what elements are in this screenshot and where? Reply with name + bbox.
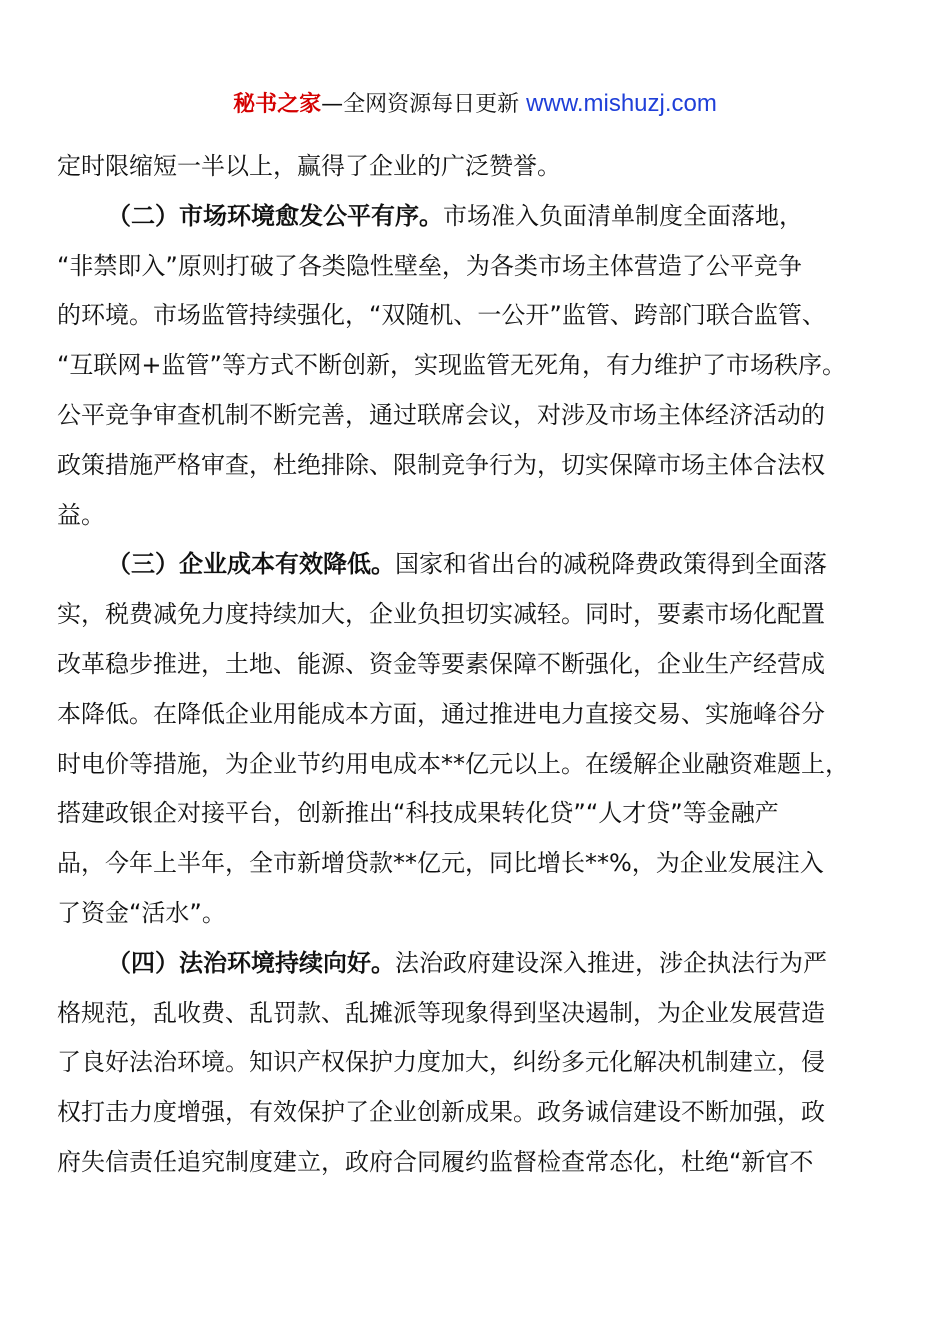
document-body: [57, 142, 902, 1188]
section-2-heading-line: （二）市场环境愈发公平有序。市场准入负面清单制度全面落地，: [107, 201, 803, 230]
text-line: 公平竞争审查机制不断完善，通过联席会议，对涉及市场主体经济活动的: [57, 400, 825, 429]
section-heading: （二）市场环境愈发公平有序。: [107, 201, 443, 230]
brand-name: 秘书之家: [233, 92, 322, 117]
header-tagline: —全网资源每日更新: [321, 92, 527, 117]
text-line: 了良好法治环境。知识产权保护力度加大，纠纷多元化解决机制建立，侵: [57, 1048, 825, 1077]
section-heading: （三）企业成本有效降低。: [107, 550, 395, 579]
text-line: 权打击力度增强，有效保护了企业创新成果。政务诚信建设不断加强，政: [57, 1098, 825, 1127]
text-line: 本降低。在降低企业用能成本方面，通过推进电力直接交易、实施峰谷分: [57, 699, 825, 728]
text-line: 品，今年上半年，全市新增贷款**亿元，同比增长**%，为企业发展注入: [57, 849, 824, 878]
section-4-heading-line: （四）法治环境持续向好。法治政府建设深入推进，涉企执法行为严: [107, 948, 827, 977]
text-line: 格规范，乱收费、乱罚款、乱摊派等现象得到坚决遏制，为企业发展营造: [57, 998, 825, 1027]
text-line: 府失信责任追究制度建立，政府合同履约监督检查常态化，杜绝“新官不: [57, 1147, 814, 1176]
text-line: 的环境。市场监管持续强化，“双随机、一公开”监管、跨部门联合监管、: [57, 301, 826, 330]
site-header: [0, 88, 950, 121]
text-line: 搭建政银企对接平台，创新推出“科技成果转化贷”“人才贷”等金融产: [57, 799, 779, 828]
text-line: 了资金“活水”。: [57, 898, 226, 927]
section-heading: （四）法治环境持续向好。: [107, 948, 395, 977]
section-3-heading-line: （三）企业成本有效降低。国家和省出台的减税降费政策得到全面落: [107, 550, 827, 579]
text-line: “非禁即入”原则打破了各类隐性壁垒，为各类市场主体营造了公平竞争: [57, 251, 802, 280]
text-line: 定时限缩短一半以上，赢得了企业的广泛赞誉。: [57, 152, 561, 180]
text-line: 改革稳步推进，土地、能源、资金等要素保障不断强化，企业生产经营成: [57, 649, 825, 678]
text-line: 益。: [57, 500, 105, 529]
text-line: 政策措施严格审查，杜绝排除、限制竞争行为，切实保障市场主体合法权: [57, 450, 825, 479]
text-line: 实，税费减免力度持续加大，企业负担切实减轻。同时，要素市场化配置: [57, 600, 825, 629]
text-line: “互联网+监管”等方式不断创新，实现监管无死角，有力维护了市场秩序。: [57, 351, 846, 380]
text-line: 时电价等措施，为企业节约用电成本**亿元以上。在缓解企业融资难题上，: [57, 749, 849, 778]
site-url[interactable]: www.mishuzj.com: [526, 90, 717, 117]
